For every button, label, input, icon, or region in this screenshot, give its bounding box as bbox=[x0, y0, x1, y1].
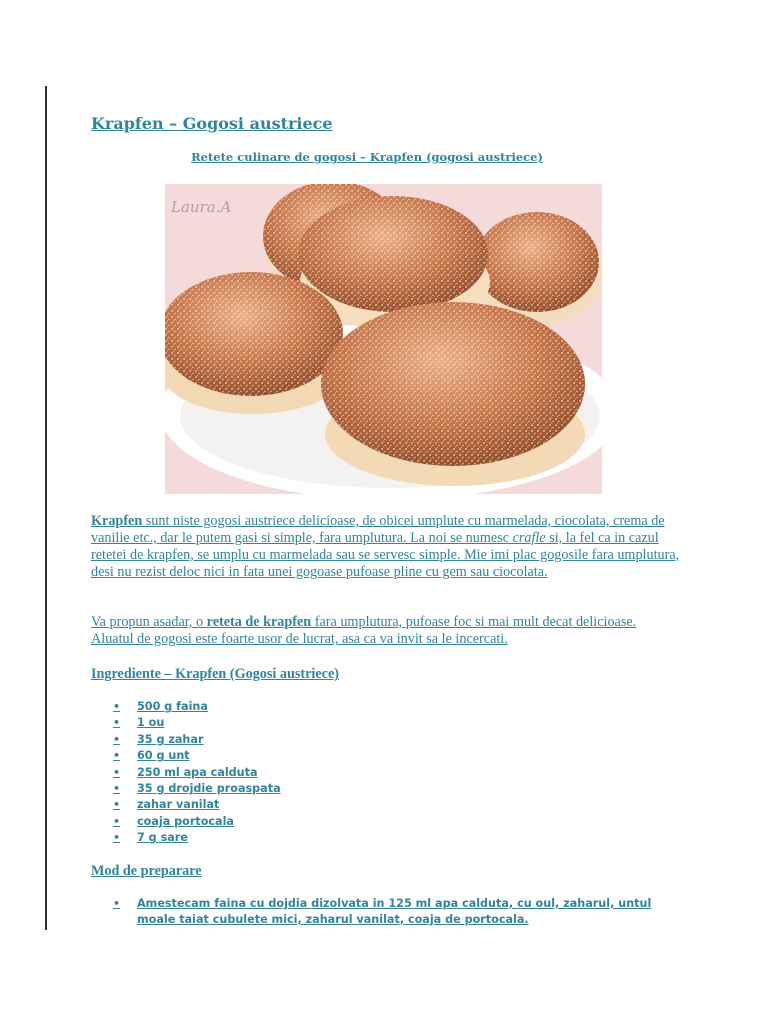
article-title[interactable]: Krapfen – Gogosi austriece bbox=[91, 114, 333, 133]
reteta-link[interactable]: reteta de krapfen bbox=[206, 614, 312, 630]
list-item[interactable] bbox=[113, 797, 281, 813]
bullet-icon: • bbox=[113, 897, 121, 910]
list-item[interactable] bbox=[113, 830, 281, 846]
ingredient-label[interactable]: 1 ou bbox=[137, 716, 165, 730]
bullet-icon: • bbox=[113, 831, 121, 845]
donut-left bbox=[165, 272, 345, 414]
intro-italic[interactable]: crafle bbox=[512, 530, 546, 546]
bullet-icon: • bbox=[113, 700, 121, 713]
method-steps-list bbox=[113, 896, 683, 928]
bullet-icon: • bbox=[113, 798, 121, 812]
bullet-icon: • bbox=[113, 781, 121, 795]
ingredient-label[interactable]: coaja portocala bbox=[137, 814, 234, 828]
article-subtitle-link[interactable]: Retete culinare de gogosi – Krapfen (gogosi austriece) bbox=[191, 150, 543, 164]
ingredients-heading[interactable]: Ingrediente – Krapfen (Gogosi austriece) bbox=[91, 666, 339, 682]
krapfen-link[interactable]: Krapfen bbox=[91, 513, 143, 529]
list-item[interactable] bbox=[113, 765, 281, 781]
bullet-icon: • bbox=[113, 765, 121, 779]
ingredient-label[interactable]: 35 g zahar bbox=[137, 732, 204, 746]
bullet-icon: • bbox=[113, 732, 121, 746]
ingredient-label[interactable]: 250 ml apa calduta bbox=[137, 765, 258, 779]
ingredient-label[interactable]: 35 g drojdie proaspata bbox=[137, 781, 281, 795]
list-item[interactable] bbox=[113, 715, 281, 731]
list-item[interactable] bbox=[113, 896, 683, 928]
ingredient-label[interactable]: 500 g faina bbox=[137, 700, 208, 713]
intro-text-a[interactable]: sunt niste gogosi austriece delicioase, de obicei umplute cu marmelada, ciocolata, crema de vanilie etc., dar le putem gasi si simple, fara umplutura. La noi se numesc bbox=[91, 513, 665, 546]
second-text-a[interactable]: Va propun asadar, o bbox=[91, 614, 207, 630]
donut-front bbox=[321, 302, 585, 486]
intro-paragraph bbox=[91, 513, 681, 581]
list-item[interactable] bbox=[113, 699, 281, 715]
ingredients-list bbox=[113, 699, 281, 847]
list-item[interactable] bbox=[113, 732, 281, 748]
second-paragraph bbox=[91, 614, 681, 648]
list-item[interactable] bbox=[113, 814, 281, 830]
bullet-icon: • bbox=[113, 716, 121, 730]
krapfen-photo bbox=[165, 184, 602, 494]
bullet-icon: • bbox=[113, 749, 121, 763]
list-item[interactable] bbox=[113, 748, 281, 764]
ingredient-label[interactable]: 7 g sare bbox=[137, 831, 188, 845]
intro-text-b[interactable]: si, la fel ca in cazul retetei de krapfen, se umplu cu marmelada sau se servesc simple. Mie imi plac gogosile fara umplutura, desi nu rezist deloc nici in fata unei gogoase pufoase pline cu gem sau ciocolata. bbox=[91, 530, 680, 580]
list-item[interactable] bbox=[113, 781, 281, 797]
ingredient-label[interactable]: 60 g unt bbox=[137, 749, 190, 763]
photo-watermark: Laura.A bbox=[171, 198, 232, 216]
step-text[interactable]: Amestecam faina cu dojdia dizolvata in 125 ml apa calduta, cu oul, zaharul, untul moale taiat cubulete mici, zaharul vanilat, coaja de portocala. bbox=[137, 897, 652, 926]
method-heading[interactable]: Mod de preparare bbox=[91, 863, 202, 879]
bullet-icon: • bbox=[113, 814, 121, 828]
second-text-b[interactable]: fara umplutura, pufoase foc si mai mult decat delicioase. Aluatul de gogosi este foarte usor de lucrat, asa ca va invit sa le incercati. bbox=[91, 614, 637, 647]
page-margin-line bbox=[45, 86, 47, 930]
ingredient-label[interactable]: zahar vanilat bbox=[137, 798, 220, 812]
